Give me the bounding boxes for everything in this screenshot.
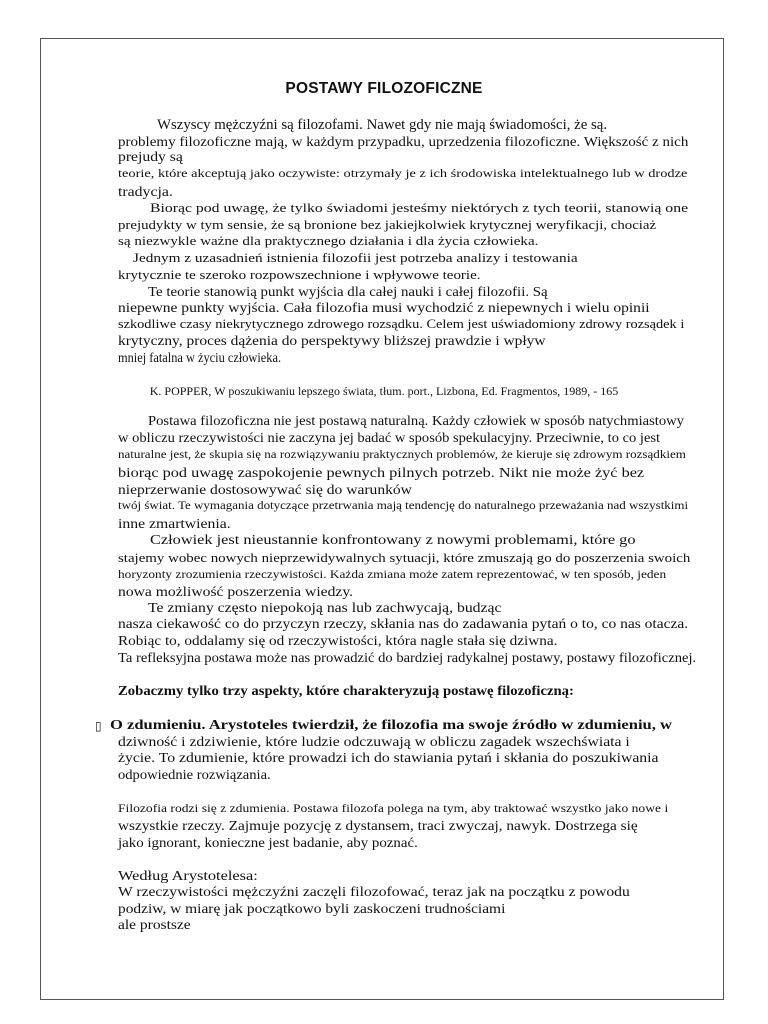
citation: K. POPPER, W poszukiwaniu lepszego świata, tłum. port., Lizbona, Ed. Fragmentos, 1989, - 165 — [149, 384, 619, 398]
text-line: jako ignorant, konieczne jest badanie, aby poznać. — [118, 836, 418, 851]
text-line: Jednym z uzasadnień istnienia filozofii jest potrzeba analizy i testowania — [133, 250, 578, 265]
text-line: nieprzerwanie dostosowywać się do warunków — [118, 482, 412, 497]
document-title: POSTAWY FILOZOFICZNE — [285, 80, 483, 97]
text-line: nasza ciekawość co do przyczyn rzeczy, skłania nas do zadawania pytań o to, co nas otacza. — [118, 616, 689, 631]
text-line: krytycznie te szeroko rozpowszechnione i wpływowe teorie. — [118, 267, 481, 282]
text-line: Postawa filozoficzna nie jest postawą naturalną. Każdy człowiek w sposób natychmiastowy — [148, 413, 684, 428]
text-line: Filozofia rodzi się z zdumienia. Postawa filozofa polega na tym, aby traktować wszystko jako nowe i — [118, 801, 669, 815]
text-line: ale prostsze — [118, 918, 191, 933]
text-line: niepewne punkty wyjścia. Cała filozofia musi wychodzić z niepewnych i wielu opinii — [118, 300, 650, 315]
text-line: Robiąc to, oddalamy się od rzeczywistości, która nagle stała się dziwna. — [118, 633, 558, 648]
text-line: biorąc pod uwagę zaspokojenie pewnych pilnych potrzeb. Nikt nie może żyć bez — [118, 465, 645, 480]
text-line: horyzonty zrozumienia rzeczywistości. Każda zmiana może zatem reprezentować, w ten sposób, jeden — [118, 567, 667, 581]
bullet-line: odpowiednie rozwiązania. — [118, 767, 271, 782]
text-line: problemy filozoficzne mają, w każdym przypadku, uprzedzenia filozoficzne. Większość z nich — [118, 135, 689, 150]
text-line: Człowiek jest nieustannie konfrontowany z nowymi problemami, które go — [150, 533, 636, 548]
missing-glyph-icon: ▯ — [95, 719, 102, 733]
text-line: Ta refleksyjna postawa może nas prowadzić do bardziej radykalnej postawy, postawy filozoficznej. — [118, 650, 697, 665]
bullet-line: życie. To zdumienie, które prowadzi ich do stawiania pytań i skłania do poszukiwania — [118, 750, 659, 765]
text-line: nowa możliwość poszerzenia wiedzy. — [118, 584, 354, 599]
text-line: Wszyscy mężczyźni są filozofami. Nawet gdy nie mają świadomości, że są. — [157, 117, 608, 133]
text-line: szkodliwe czasy niekrytycznego zdrowego rozsądku. Celem jest uświadomiony zdrowy rozsądek i — [118, 317, 685, 331]
text-line: wszystkie rzeczy. Zajmuje pozycję z dystansem, traci zwyczaj, nawyk. Dostrzega się — [118, 819, 638, 834]
text-line: Te zmiany często niepokoją nas lub zachwycają, budząc — [148, 600, 502, 615]
text-line: Te teorie stanowią punkt wyjścia dla całej nauki i całej filozofii. Są — [148, 284, 548, 299]
text-line: stajemy wobec nowych nieprzewidywalnych sytuacji, które zmuszają go do poszerzenia swoich — [118, 550, 691, 565]
text-line: prejudy są — [118, 149, 183, 164]
text-line: naturalne jest, że skupia się na rozwiązywaniu praktycznych problemów, że kieruje się zdrowym rozsądkiem — [118, 449, 686, 461]
text-line: W rzeczywistości mężczyźni zaczęli filozofować, teraz jak na początku z powodu — [118, 885, 630, 900]
text-line: Biorąc pod uwagę, że tylko świadomi jesteśmy niektórych z tych teorii, stanowią one — [150, 200, 689, 215]
bullet-line: dziwność i zdziwienie, które ludzie odczuwają w obliczu zagadek wszechświata i — [118, 735, 630, 750]
text-line: w obliczu rzeczywistości nie zaczyna jej badać w sposób spekulacyjny. Przeciwnie, to co jest — [118, 430, 661, 445]
text-line: tradycja. — [118, 184, 173, 199]
text-line: prejudykty w tym sensie, że są bronione bez jakiejkolwiek krytycznej weryfikacji, chociaż — [118, 217, 657, 232]
text-line: są niezwykle ważne dla praktycznego działania i dla życia człowieka. — [118, 233, 539, 248]
text-line: podziw, w miarę jak początkowo byli zaskoczeni trudnościami — [118, 902, 506, 917]
text-line: twój świat. Te wymagania dotyczące przetrwania mają tendencję do naturalnego przeważania nad wszystkimi — [118, 500, 689, 512]
text-line: inne zmartwienia. — [118, 516, 231, 531]
text-line: mniej fatalna w życiu człowieka. — [118, 350, 282, 365]
bullet-line: O zdumieniu. Arystoteles twierdził, że filozofia ma swoje źródło w zdumieniu, w — [110, 718, 672, 733]
text-line: Według Arystotelesa: — [118, 869, 258, 884]
text-line: teorie, które akceptują jako oczywiste: otrzymały je z ich środowiska intelektualnego lub w drodze — [118, 166, 688, 180]
aspects-heading: Zobaczmy tylko trzy aspekty, które charakteryzują postawę filozoficzną: — [118, 683, 574, 698]
text-line: krytyczny, proces dążenia do perspektywy bliższej prawdzie i wpływ — [118, 333, 546, 348]
